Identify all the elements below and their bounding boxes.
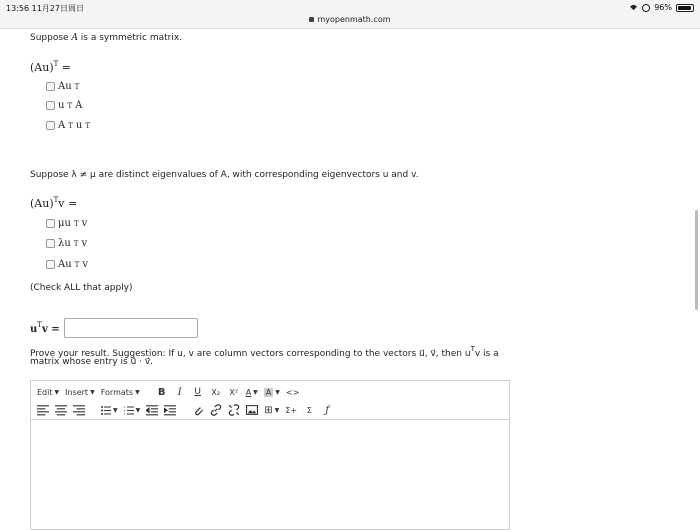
q3-prompt-line1: Prove your result. Suggestion: If u, v are column vectors corresponding to the vectors u⃗, v⃗, then $u^Tv$ is a	[30, 345, 499, 359]
q3-prompt-line2: matrix whose entry is u⃗ · v⃗.	[30, 357, 154, 367]
lock-icon	[309, 17, 314, 22]
clock: 13:56 11月27日周日	[6, 4, 84, 13]
check-all-note: (Check ALL that apply)	[30, 283, 133, 293]
align-left-icon[interactable]	[37, 403, 49, 417]
url-text: myopenmath.com	[317, 15, 391, 24]
bullet-list-icon	[101, 406, 111, 415]
indent-icon[interactable]	[164, 403, 176, 417]
bullet-list-button[interactable]: ▼	[101, 403, 118, 417]
attachment-icon[interactable]	[192, 403, 204, 417]
checkbox[interactable]	[46, 101, 55, 110]
q1-option-3[interactable]: A T u T	[46, 120, 90, 131]
align-center-icon[interactable]	[55, 403, 67, 417]
formula-button[interactable]: ƒ	[325, 404, 330, 416]
q1-intro: Suppose A is a symmetric matrix.	[30, 33, 183, 43]
unlink-icon[interactable]	[228, 403, 240, 417]
checkbox[interactable]	[46, 82, 55, 91]
q1-option-2[interactable]: u T A	[46, 100, 82, 111]
outdent-icon[interactable]	[146, 403, 158, 417]
editor-text-area[interactable]	[31, 420, 509, 529]
numbered-list-button[interactable]: ▼	[124, 403, 141, 417]
superscript-button[interactable]: X²	[229, 387, 239, 397]
sum-button[interactable]: Σ	[306, 405, 312, 415]
source-code-button[interactable]: <>	[285, 387, 300, 397]
q2-option-2[interactable]: λu T v	[46, 238, 87, 249]
checkbox[interactable]	[46, 260, 55, 269]
link-icon[interactable]	[210, 403, 222, 417]
background-color-button[interactable]: A ▼	[265, 387, 280, 397]
checkbox[interactable]	[46, 239, 55, 248]
insert-menu[interactable]: Insert ▼	[65, 387, 95, 397]
italic-button[interactable]: I	[177, 386, 182, 398]
edit-menu[interactable]: Edit ▼	[37, 387, 60, 397]
q1-expression: $(Au)^T$ =	[30, 60, 72, 74]
checkbox[interactable]	[46, 219, 55, 228]
checkbox[interactable]	[46, 121, 55, 130]
q2-intro: Suppose λ ≠ μ are distinct eigenvalues of A, with corresponding eigenvectors u and v.	[30, 170, 419, 180]
align-right-icon[interactable]	[73, 403, 85, 417]
numbered-list-icon	[124, 406, 134, 415]
rich-text-editor	[30, 380, 510, 530]
q2-option-1[interactable]: μu T v	[46, 218, 87, 229]
formats-menu[interactable]: Formats ▼	[100, 387, 140, 397]
battery-percent: 96%	[654, 3, 672, 12]
q2-expression: $(Au)^Tv$ =	[30, 196, 78, 210]
address-bar[interactable]	[0, 15, 700, 24]
table-button[interactable]: ⊞ ▼	[264, 404, 280, 416]
status-bar	[0, 0, 700, 29]
sum-plus-button[interactable]: Σ+	[285, 405, 298, 415]
orientation-lock-icon	[642, 4, 650, 12]
q2-option-3[interactable]: Au T v	[46, 259, 88, 270]
editor-toolbar	[31, 381, 509, 420]
underline-button[interactable]: U	[194, 387, 201, 397]
battery-icon	[676, 4, 694, 12]
scrollbar[interactable]	[695, 210, 698, 310]
answer-input[interactable]	[64, 318, 198, 338]
q1-option-1[interactable]: Au T	[46, 81, 79, 92]
bold-button[interactable]: B	[157, 386, 166, 398]
q3-answer-line	[30, 318, 198, 338]
wifi-icon	[629, 4, 638, 11]
q3-label: $u^Tv$ =	[30, 321, 60, 335]
subscript-button[interactable]: X₂	[211, 387, 221, 397]
image-icon[interactable]	[246, 403, 258, 417]
text-color-button[interactable]: A ▼	[245, 387, 258, 397]
